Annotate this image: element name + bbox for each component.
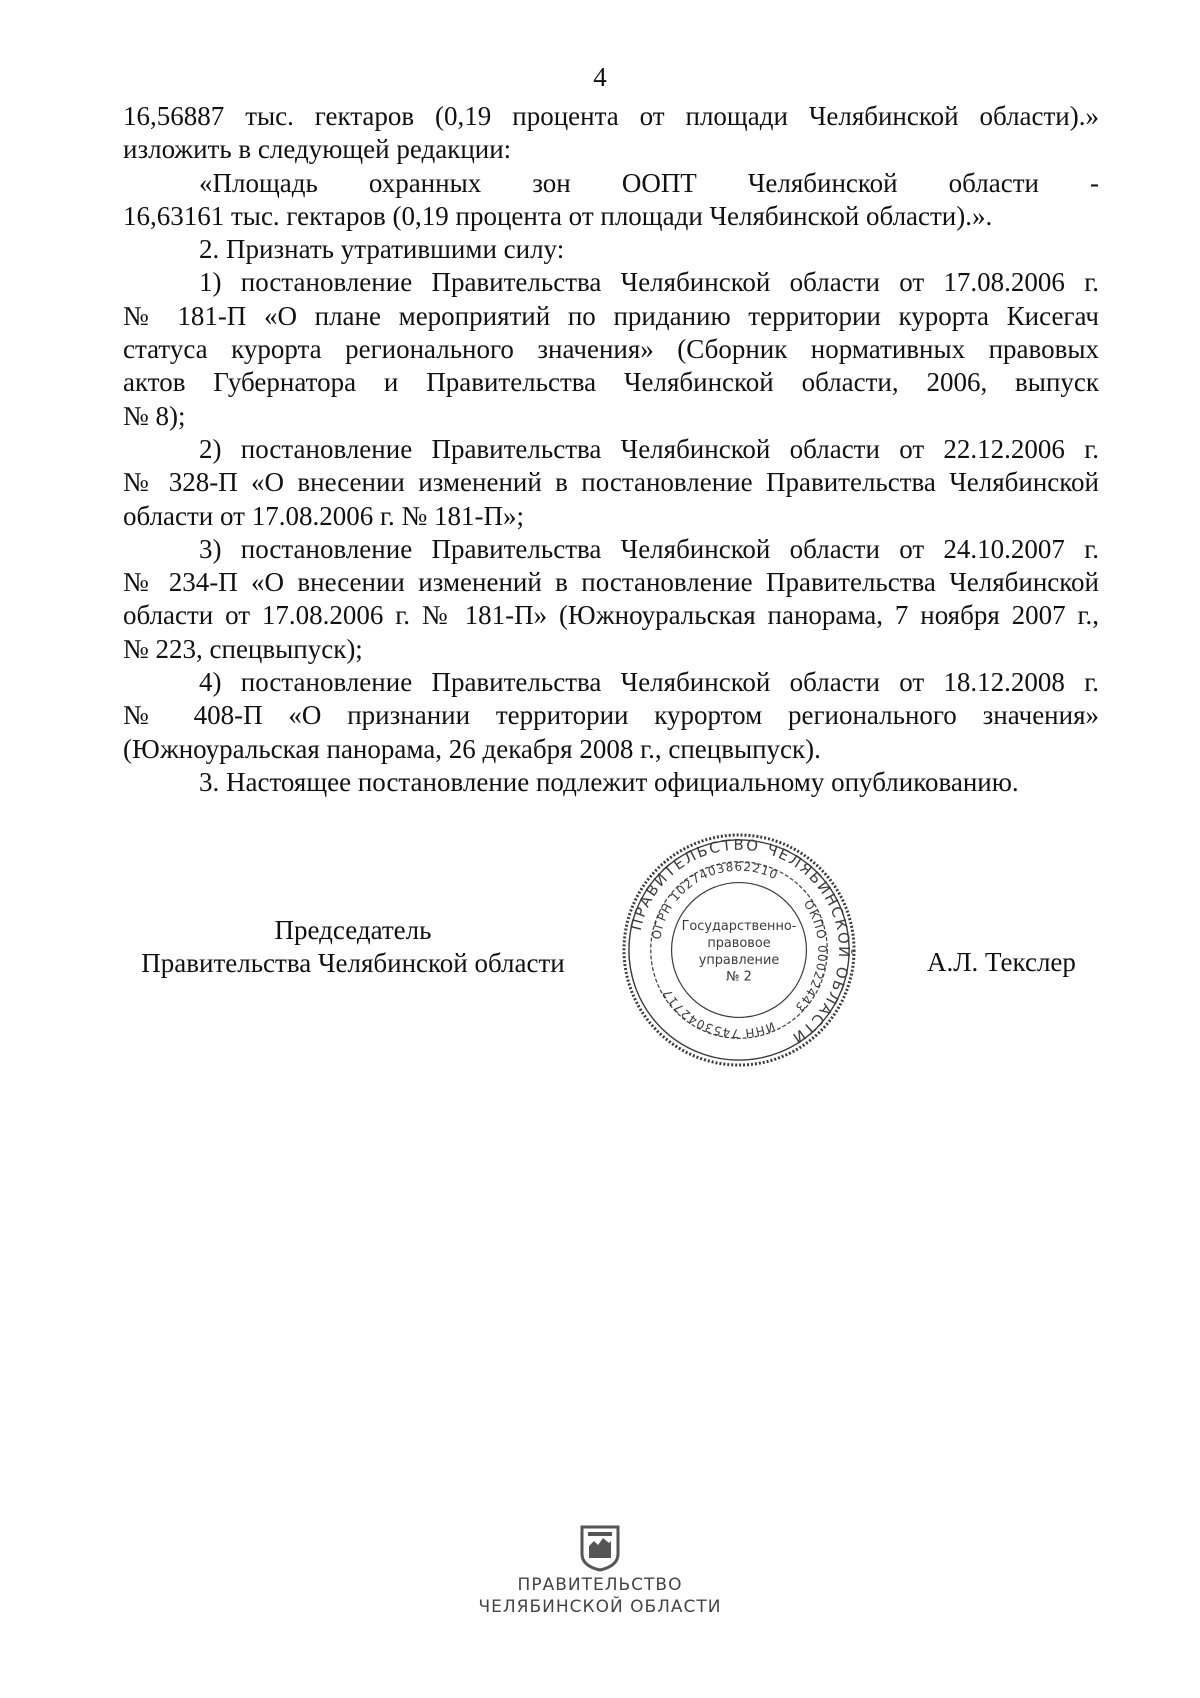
body-line: 3) постановление Правительства Челябинской области от 24.10.2007 г. [199, 533, 1099, 564]
government-emblem-icon [0, 1524, 1200, 1577]
footer-line2: ЧЕЛЯБИНСКОЙ ОБЛАСТИ [478, 1597, 722, 1617]
seal-center-line3: управление [698, 952, 780, 968]
seal-outer-text: ПРАВИТЕЛЬСТВО ЧЕЛЯБИНСКОЙ ОБЛАСТИ [626, 835, 854, 1048]
body-line: изложить в следующей редакции: [123, 134, 512, 165]
body-line: № 223, спецвыпуск); [123, 633, 363, 664]
body-line: № 234-П «О внесении изменений в постановление Правительства Челябинской [123, 567, 1099, 598]
footer-line1: ПРАВИТЕЛЬСТВО [517, 1575, 683, 1595]
body-line: области от 17.08.2006 г. № 181-П»; [123, 500, 524, 531]
body-line: № 8); [123, 400, 186, 431]
seal-center-line4: № 2 [726, 969, 752, 985]
body-line: 16,56887 тыс. гектаров (0,19 процента от площади Челябинской области).» [123, 101, 1099, 131]
body-line: «Площадь охранных зон ООПТ Челябинской области - [199, 167, 1099, 198]
body-line: 2) постановление Правительства Челябинской области от 22.12.2006 г. [199, 433, 1099, 464]
body-line: 2. Признать утратившими силу: [199, 234, 565, 265]
official-seal [620, 831, 858, 1069]
document-body [123, 100, 1099, 799]
body-line: 1) постановление Правительства Челябинской области от 17.08.2006 г. [199, 267, 1099, 298]
signature-title-line1: Председатель [274, 915, 432, 945]
body-line: № 408-П «О признании территории курортом регионального значения» [123, 700, 1099, 731]
signatory-name: А.Л. Текслер [927, 947, 1076, 977]
body-line: № 181-П «О плане мероприятий по приданию территории курорта Кисегач [123, 300, 1099, 331]
body-line: 16,63161 тыс. гектаров (0,19 процента от площади Челябинской области).». [123, 200, 993, 231]
footer-organization-name [0, 1574, 1200, 1618]
body-line: статуса курорта регионального значения» (Сборник нормативных правовых [123, 334, 1099, 365]
body-line: области от 17.08.2006 г. № 181-П» (Южноуральская панорама, 7 ноября 2007 г., [123, 600, 1099, 631]
signature-title [123, 914, 583, 980]
seal-center-line2: правовое [707, 936, 771, 952]
seal-inn-text: ИНН 7453042717 [659, 986, 777, 1041]
body-line: 4) постановление Правительства Челябинской области от 18.12.2008 г. [199, 667, 1099, 698]
body-line: (Южноуральская панорама, 26 декабря 2008 г., спецвыпуск). [123, 733, 821, 764]
body-line: актов Губернатора и Правительства Челябинской области, 2006, выпуск [123, 367, 1099, 398]
seal-okpo-text: ОКПО 00022443 [791, 897, 830, 1015]
signature-title-line2: Правительства Челябинской области [141, 948, 565, 978]
body-line: № 328-П «О внесении изменений в постановление Правительства Челябинской [123, 467, 1099, 498]
seal-ogrn-text: ОГРН 1027403862210 [649, 859, 781, 941]
body-line: 3. Настоящее постановление подлежит официальному опубликованию. [199, 766, 1019, 797]
seal-center-line1: Государственно- [681, 919, 797, 935]
page-number: 4 [593, 62, 607, 92]
